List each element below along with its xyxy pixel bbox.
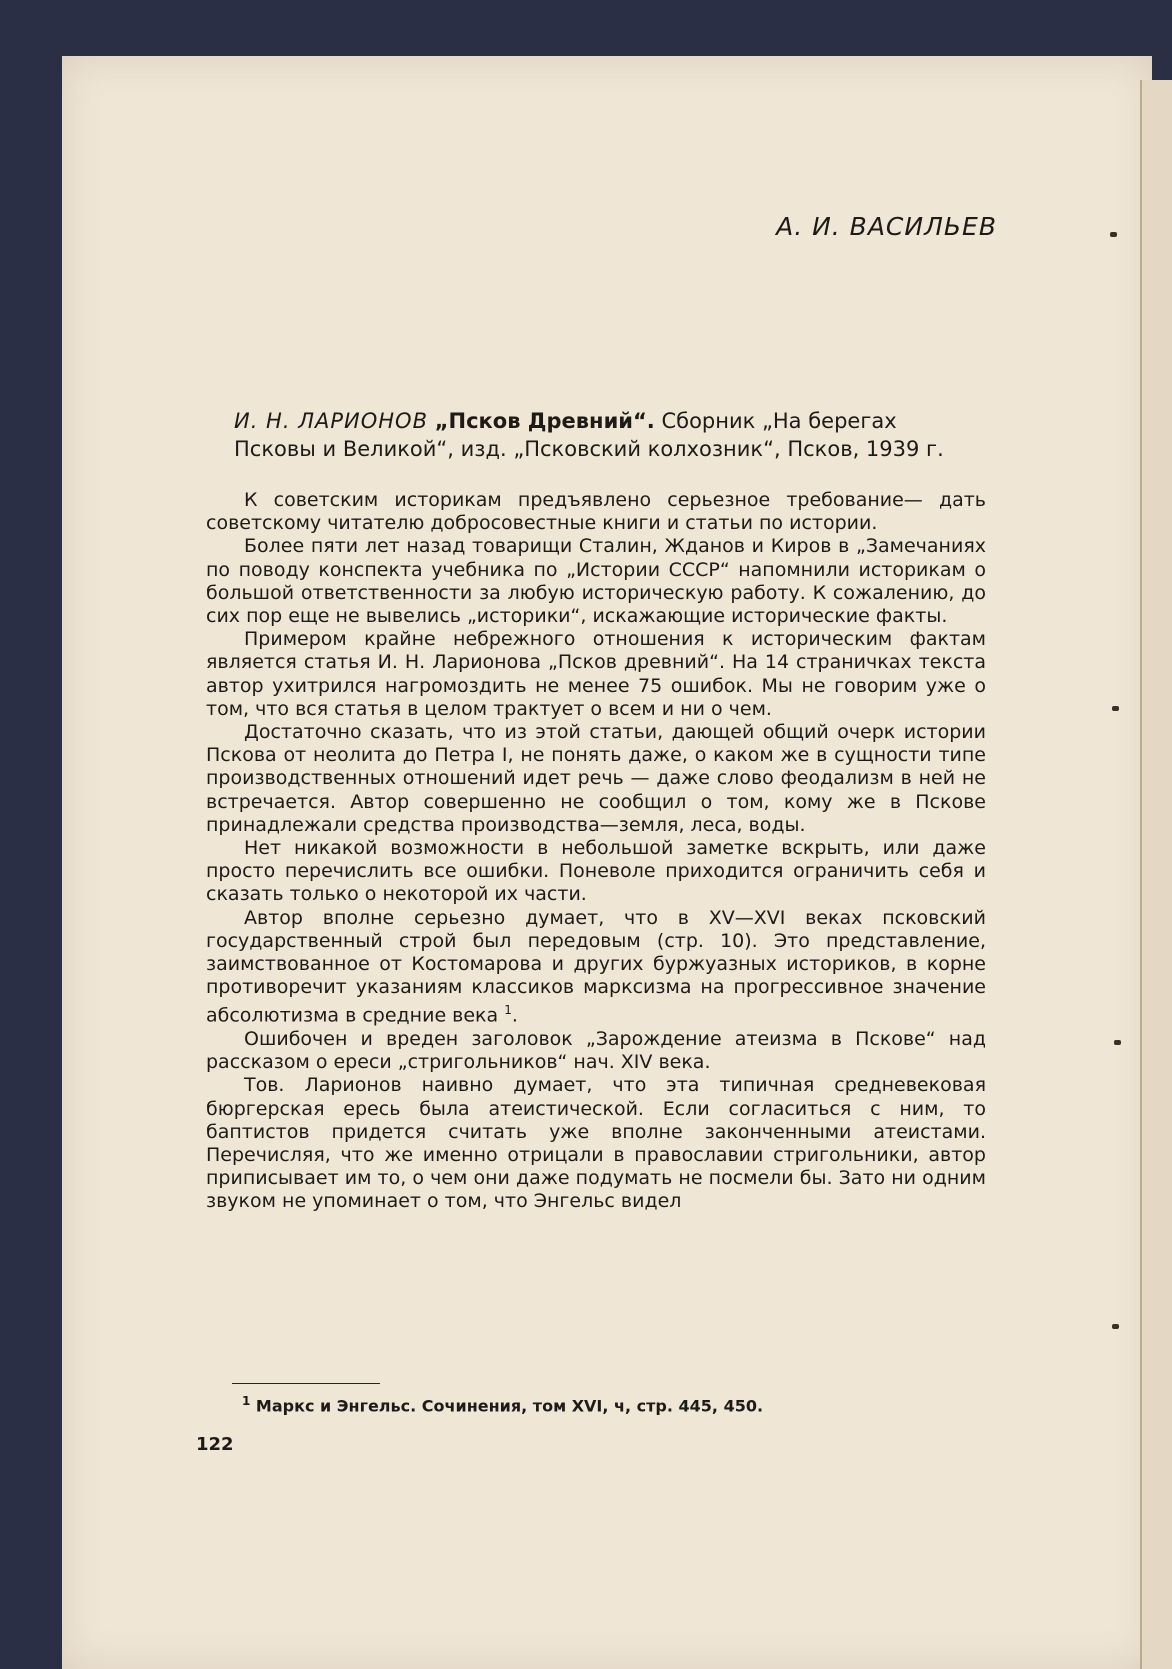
reviewed-author: И. Н. ЛАРИОНОВ [234,409,428,433]
reviewed-work-reference [234,407,964,463]
reviewed-source-line1: Сборник „На берегах [654,409,897,433]
paragraph-with-footnote: Автор вполне серьезно думает, что в XV—XVI веках псковский государственный строй был передовым (стр. 10). Это представление, заимствованное от Костомарова и других буржуазных историков, в корне противоречит указаниям классиков марксизма на прогрессивное значение абсолютизма в средние века $^1$. [206,906,986,1027]
article-body [206,489,986,1214]
paragraph: Ошибочен и вреден заголовок „Зарождение атеизма в Пскове“ над рассказом о ереси „стригольников“ нач. XIV века. [206,1028,986,1074]
binding-mark [1110,232,1117,237]
facing-page-edge [1140,80,1172,1669]
binding-mark [1112,706,1119,711]
paragraph: Более пяти лет назад товарищи Сталин, Жданов и Киров в „Замечаниях по поводу конспекта учебника по „Истории СССР“ напомнили историкам о большой ответственности за любую историческую работу. К сожалению, до сих пор еще не вывелись „историки“, искажающие исторические факты. [206,535,986,628]
binding-mark [1112,1324,1119,1329]
footnote-marker: 1 [242,1394,251,1408]
paragraph: Нет никакой возможности в небольшой заметке вскрыть, или даже просто перечислить все ошибки. Поневоле приходится ограничить себя и сказать только о некоторой их части. [206,837,986,906]
paragraph: Тов. Ларионов наивно думает, что эта типичная средневековая бюргерская ересь была атеистической. Если согласиться с ним, то баптистов придется считать уже вполне законченными атеистами. Перечисляя, что же именно отрицали в православии стригольники, автор приписывает им то, о чем они даже подумать не посмели бы. Зато ни одним звуком не упоминает о том, что Энгельс видел [206,1074,986,1213]
binding-mark [1114,1040,1121,1045]
footnote [242,1394,763,1415]
page-number: 122 [196,1434,234,1455]
reviewed-title: „Псков Древний“. [434,409,655,433]
paragraph-text: Автор вполне серьезно думает, что в XV—XVI веках псковский государственный строй был передовым (стр. 10). Это представление, заимствованное от Костомарова и других буржуазных историков, в корне противоречит указаниям классиков марксизма на прогрессивное значение абсолютизма в средние века [206,906,986,1027]
footnote-reference: 1 [504,1003,512,1018]
paragraph: К советским историкам предъявлено серьезное требование— дать советскому читателю добросовестные книги и статьи по истории. [206,489,986,535]
footnote-text: Маркс и Энгельс. Сочинения, том XVI, ч, стр. 445, 450. [250,1396,764,1416]
reviewed-source-line2: Псковы и Великой“, изд. „Псковский колхозник“, Псков, 1939 г. [234,437,944,461]
footnote-divider [232,1383,380,1384]
paragraph: Примером крайне небрежного отношения к историческим фактам является статья И. Н. Ларионова „Псков древний“. На 14 страничках текста автор ухитрился нагромоздить не менее 75 ошибок. Мы не говорим уже о том, что вся статья в целом трактует о всем и ни о чем. [206,628,986,720]
paragraph: Достаточно сказать, что из этой статьи, дающей общий очерк истории Пскова от неолита до Петра I, не понять даже, о каком же в сущности типе производственных отношений идет речь — даже слово феодализм в ней не встречается. Автор совершенно не сообщил о том, кому же в Пскове принадлежали средства производства—земля, леса, воды. [206,721,986,836]
article-author: А. И. ВАСИЛЬЕВ [776,212,997,241]
